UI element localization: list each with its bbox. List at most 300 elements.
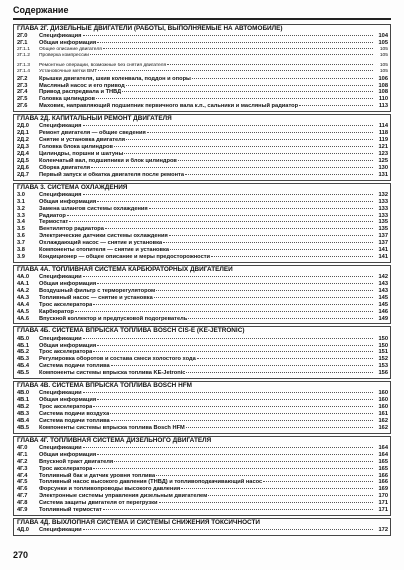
entry-code: 4В.1 <box>17 397 30 404</box>
entry-code: 4В.5 <box>17 424 30 431</box>
entry-page: 135 <box>378 226 388 233</box>
toc-entry <box>17 83 388 90</box>
entry-code: 3.8 <box>17 247 25 254</box>
toc-entry <box>17 206 388 213</box>
entry-code: 2Г.1.4 <box>17 69 30 75</box>
toc-section <box>13 114 391 180</box>
entry-page: 164 <box>378 444 388 451</box>
entry-page: 105 <box>378 40 388 47</box>
toc-entry <box>17 158 388 165</box>
entry-page: 143 <box>378 287 388 294</box>
entry-code: 4Б.2 <box>17 349 29 356</box>
entry-page: 125 <box>378 157 388 164</box>
entry-page: 151 <box>378 349 388 356</box>
dot-leader <box>185 173 373 175</box>
dot-leader <box>122 90 373 92</box>
dot-leader <box>126 138 373 140</box>
entry-page: 105 <box>379 53 388 59</box>
entry-title: Головка цилиндров <box>39 96 95 103</box>
entry-code: 4Б.3 <box>17 356 29 363</box>
dot-leader <box>111 364 373 366</box>
entry-title: Привод распредвала и ТНВД <box>39 89 122 96</box>
toc-entry <box>17 89 388 96</box>
entry-page: 156 <box>378 370 388 377</box>
chapter-title: ГЛАВА 4А. ТОПЛИВНАЯ СИСТЕМА КАРБЮРАТОРНЫХ ДВИГАТЕЛЕЙ <box>17 265 233 273</box>
dot-leader <box>188 317 373 319</box>
entry-code: 4В.2 <box>17 404 30 411</box>
toc-entry <box>17 390 388 397</box>
entry-page: 135 <box>378 219 388 226</box>
entry-title: Общая информация <box>39 40 97 47</box>
entry-code: 2Г.0 <box>17 33 28 40</box>
dot-leader <box>67 214 373 216</box>
toc-entry <box>17 493 388 500</box>
toc-entry <box>17 192 388 199</box>
dot-leader <box>105 227 373 229</box>
entry-title: Спецификация <box>39 33 82 40</box>
toc-entry <box>17 254 388 261</box>
entry-page: 170 <box>378 493 388 500</box>
entry-page: 160 <box>378 404 388 411</box>
entry-code: 4А.0 <box>17 274 30 281</box>
entry-code: 4Г.5 <box>17 479 28 486</box>
entry-code: 2Д.6 <box>17 164 29 171</box>
entry-title: Топливный насос высокого давления (ТНВД) и топливоподкачивающий насос <box>39 479 263 486</box>
toc-entry <box>17 213 388 220</box>
entry-code: 4Г.0 <box>17 444 28 451</box>
entry-page: 137 <box>378 233 388 240</box>
dot-leader <box>159 501 373 503</box>
toc-entry <box>17 288 388 295</box>
entry-page: 104 <box>378 33 388 40</box>
entry-title: Общая информация <box>39 281 97 287</box>
entry-code: 4Б.5 <box>17 370 29 377</box>
dot-leader <box>178 159 373 161</box>
entry-code: 3.9 <box>17 253 25 260</box>
toc-entry <box>17 226 388 233</box>
entry-title: Спецификация <box>39 123 82 130</box>
entry-page: 153 <box>378 363 388 370</box>
toc-entry <box>17 349 388 356</box>
dot-leader <box>83 446 373 448</box>
entry-code: 3.0 <box>17 191 25 198</box>
entry-title: Система подачи топлива <box>39 417 110 424</box>
entry-page: 106 <box>378 75 388 82</box>
dot-leader <box>93 405 373 407</box>
dot-leader <box>98 69 373 71</box>
chapter-title: ГЛАВА 4Д. ВЫХЛОПНАЯ СИСТЕМА И СИСТЕМЫ СНИЖЕНИЯ ТОКСИЧНОСТИ <box>17 518 260 526</box>
entry-title: Общая информация <box>39 451 97 458</box>
entry-code: 2Г.3 <box>17 82 28 89</box>
entry-code: 2Д.7 <box>17 171 29 178</box>
dot-leader <box>96 97 373 99</box>
toc-entry <box>17 247 388 254</box>
toc-entry <box>17 527 388 534</box>
entry-title: Первый запуск и обкатка двигателя после ремонта <box>39 171 184 178</box>
entry-page: 171 <box>378 507 388 514</box>
dot-leader <box>69 220 373 222</box>
dot-leader <box>263 480 373 482</box>
entry-title: Топливный термостат <box>39 507 102 514</box>
entry-title: Общая информация <box>39 397 97 404</box>
dot-leader <box>97 453 373 455</box>
entry-title: Система подачи воздуха <box>39 411 110 417</box>
entry-title: Форсунки и топливопроводы высокого давления <box>39 486 181 493</box>
entry-code: 3.2 <box>17 205 25 212</box>
entry-code: 4Б.0 <box>17 335 29 342</box>
dot-leader <box>93 303 373 305</box>
entry-page: 145 <box>378 301 388 308</box>
toc-entry <box>17 459 388 466</box>
entry-title: Трос акселератора <box>39 349 93 356</box>
entry-code: 2Д.1 <box>17 130 29 137</box>
dot-leader <box>197 357 373 359</box>
entry-title: Электрические датчики системы охлаждения <box>39 233 168 240</box>
entry-code: 3.5 <box>17 226 25 233</box>
entry-title: Сборка двигателя <box>39 164 91 171</box>
entry-title: Спецификации <box>39 444 82 451</box>
dot-leader <box>186 426 373 428</box>
dot-leader <box>97 282 373 284</box>
toc-entry <box>17 370 388 377</box>
dot-leader <box>75 310 373 312</box>
chapter-title: ГЛАВА 2Г. ДИЗЕЛЬНЫЕ ДВИГАТЕЛИ (РАБОТЫ, ВЫПОЛНЯЕМЫЕ НА АВТОМОБИЛЕ) <box>17 25 283 32</box>
entry-title: Компоненты отопителя — снятие и установка <box>39 247 169 254</box>
toc-entry <box>17 96 388 103</box>
dot-leader <box>97 344 373 346</box>
entry-page: 105 <box>379 69 388 75</box>
entry-code: 4Г.1 <box>17 451 28 458</box>
toc-entry <box>17 144 388 151</box>
entry-page: 150 <box>378 335 388 342</box>
entry-title: Снятие и установка двигателя <box>39 137 126 144</box>
entry-code: 4Б.4 <box>17 363 29 370</box>
dot-leader <box>93 467 373 469</box>
toc-entry <box>17 40 388 47</box>
entry-code: 4Г.4 <box>17 472 28 479</box>
entry-code: 4Г.2 <box>17 458 28 465</box>
toc-entry <box>17 507 388 514</box>
dot-leader <box>83 275 373 277</box>
toc-entry <box>17 404 388 411</box>
entry-page: 171 <box>378 500 388 507</box>
entry-page: 145 <box>378 294 388 301</box>
entry-title: Карбюратор <box>39 308 74 315</box>
entry-page: 119 <box>378 137 388 144</box>
entry-page: 108 <box>378 82 388 89</box>
toc-entry <box>17 356 388 363</box>
entry-page: 113 <box>378 103 388 110</box>
entry-code: 4А.4 <box>17 301 30 308</box>
toc-section <box>13 326 391 379</box>
entry-page: 141 <box>378 253 388 260</box>
toc-entry <box>17 130 388 137</box>
entry-code: 2Д.3 <box>17 144 29 151</box>
entry-code: 4Г.8 <box>17 500 28 507</box>
entry-title: Головка блока цилиндров <box>39 144 113 151</box>
toc-entry <box>17 219 388 226</box>
toc-section <box>13 183 391 263</box>
entry-page: 141 <box>378 247 388 254</box>
entry-page: 131 <box>378 171 388 178</box>
entry-title: Цилиндры, поршни и шатуны <box>39 151 124 157</box>
dot-leader <box>83 34 374 36</box>
entry-code: 2Г.6 <box>17 103 28 110</box>
toc-entry <box>17 240 388 247</box>
entry-code: 4А.2 <box>17 287 30 294</box>
toc-section <box>13 265 391 325</box>
entry-page: 133 <box>378 198 388 205</box>
entry-title: Охлаждающий насос — снятие и установка <box>39 240 163 247</box>
entry-page: 152 <box>378 356 388 363</box>
dot-leader <box>110 412 373 414</box>
dot-leader <box>103 508 373 510</box>
header-title: Содержание <box>13 5 69 15</box>
toc-entry <box>17 295 388 302</box>
chapter-title: ГЛАВА 4В. СИСТЕМА ВПРЫСКА ТОПЛИВА BOSCH HFM <box>17 382 192 390</box>
toc-entry <box>17 452 388 459</box>
toc-entry <box>17 343 388 350</box>
entry-title: Спецификации <box>39 527 82 534</box>
dot-leader <box>181 487 373 489</box>
entry-code: 2Д.2 <box>17 137 29 144</box>
entry-page: 162 <box>378 417 388 424</box>
entry-title: Трос акселератора <box>39 301 93 308</box>
entry-code: 4Г.9 <box>17 507 28 514</box>
entry-title: Кондиционер — общее описание и меры предосторожности <box>39 253 211 260</box>
entry-title: Система защиты двигателя от перегрузки <box>39 500 158 507</box>
dot-leader <box>97 200 373 202</box>
entry-code: 2Д.5 <box>17 157 29 164</box>
entry-page: 132 <box>378 191 388 198</box>
dot-leader <box>149 207 373 209</box>
toc-entry <box>17 479 388 486</box>
entry-code: 3.6 <box>17 233 25 240</box>
toc-entry <box>17 500 388 507</box>
entry-code: 3.7 <box>17 240 25 247</box>
entry-title: Замена шлангов системы охлаждения <box>39 205 148 212</box>
entry-code: 4В.4 <box>17 417 30 424</box>
entry-title: Коленчатый вал, подшипники и блок цилиндров <box>39 157 177 164</box>
dot-leader <box>126 84 373 86</box>
entry-code: 2Г.1.1 <box>17 47 30 53</box>
toc-entry <box>17 199 388 206</box>
entry-title: Система подачи топлива <box>39 363 110 370</box>
dot-leader <box>211 255 373 257</box>
entry-title: Установочные метки ВМТ <box>39 69 98 75</box>
dot-leader <box>147 131 373 133</box>
entry-code: 4Д.0 <box>17 527 29 534</box>
page-header <box>13 4 391 20</box>
dot-leader <box>83 337 373 339</box>
entry-code: 2Д.0 <box>17 123 29 130</box>
toc-entry <box>17 418 388 425</box>
entry-title: Спецификация <box>39 191 82 198</box>
toc-section <box>13 24 391 112</box>
dot-leader <box>97 41 373 43</box>
entry-page: 105 <box>379 62 388 68</box>
entry-title: Регулировка оборотов и состава смеси холостого хода <box>39 356 196 363</box>
entry-code: 2Г.5 <box>17 96 28 103</box>
dot-leader <box>83 193 374 195</box>
entry-title: Радиатор <box>39 212 66 219</box>
dot-leader <box>192 77 373 79</box>
entry-page: 161 <box>378 411 388 417</box>
toc-entry <box>17 397 388 404</box>
entry-code: 4А.6 <box>17 315 30 322</box>
toc-entry <box>17 486 388 493</box>
toc-entry <box>17 233 388 240</box>
entry-page: 130 <box>378 164 388 171</box>
entry-page: 165 <box>378 465 388 472</box>
dot-leader <box>154 296 373 298</box>
entry-title: Топливный насос — снятие и установка <box>39 294 153 301</box>
entry-title: Общая информация <box>39 198 97 205</box>
entry-title: Вентилятор радиатора <box>39 226 104 233</box>
toc-entry <box>17 165 388 172</box>
entry-title: Спецификации <box>39 390 82 397</box>
entry-title: Электронные системы управления дизельным двигателем <box>39 493 208 500</box>
toc-entry <box>17 425 388 432</box>
entry-page: 121 <box>378 144 388 151</box>
chapter-title: ГЛАВА 3. СИСТЕМА ОХЛАЖДЕНИЯ <box>17 183 128 191</box>
entry-page: 142 <box>378 274 388 281</box>
dot-leader <box>111 419 373 421</box>
toc-entry <box>17 473 388 480</box>
dot-leader <box>103 47 373 49</box>
entry-page: 169 <box>378 486 388 493</box>
entry-code: 4Г.3 <box>17 465 28 472</box>
entry-title: Термостат <box>39 219 69 226</box>
entry-page: 149 <box>378 315 388 322</box>
toc-entry <box>17 363 388 370</box>
dot-leader <box>169 234 373 236</box>
toc-entry <box>17 103 388 110</box>
toc-entry <box>17 316 388 323</box>
entry-code: 4Г.7 <box>17 493 28 500</box>
entry-page: 165 <box>378 458 388 465</box>
entry-code: 2Г.4 <box>17 89 28 96</box>
entry-page: 160 <box>378 397 388 404</box>
toc-entry <box>17 411 388 418</box>
dot-leader <box>186 371 373 373</box>
chapter-title: ГЛАВА 4Б. СИСТЕМА ВПРЫСКА ТОПЛИВА BOSCH CIS-E (KE-JETRONIC) <box>17 327 245 335</box>
dot-leader <box>299 104 373 106</box>
table-of-contents <box>13 24 391 538</box>
entry-code: 2Д.4 <box>17 151 29 157</box>
toc-entry <box>17 137 388 144</box>
entry-page: 166 <box>378 472 388 479</box>
chapter-title: ГЛАВА 2Д. КАПИТАЛЬНЫЙ РЕМОНТ ДВИГАТЕЛЯ <box>17 115 172 123</box>
entry-title: Масляный насос и его привод <box>39 82 125 89</box>
entry-code: 4А.1 <box>17 281 30 287</box>
entry-title: Ремонт двигателя — общие сведения <box>39 130 146 137</box>
entry-title: Впускной коллектор и предпусковой подогреватель <box>39 315 188 322</box>
page-number: 270 <box>13 550 29 560</box>
entry-page: 137 <box>378 240 388 247</box>
entry-title: Компоненты системы впрыска топлива Bosch HFM <box>39 424 185 431</box>
toc-section <box>13 381 391 434</box>
dot-leader <box>156 289 373 291</box>
entry-code: 4В.3 <box>17 411 30 417</box>
entry-page: 133 <box>378 212 388 219</box>
entry-page: 166 <box>378 479 388 486</box>
entry-code: 4Г.6 <box>17 486 28 493</box>
dot-leader <box>83 528 373 530</box>
entry-code: 2Г.1 <box>17 40 28 47</box>
toc-section <box>13 518 391 536</box>
entry-code: 2Г.1.3 <box>17 62 30 68</box>
entry-code: 2Г.1.2 <box>17 53 30 59</box>
entry-title: Общая информация <box>39 342 97 349</box>
dot-leader <box>167 63 373 65</box>
dot-leader <box>83 391 373 393</box>
entry-title: Компоненты системы впрыска топлива KE-Jetronic <box>39 370 186 377</box>
toc-section <box>13 436 391 516</box>
entry-page: 110 <box>378 96 388 103</box>
entry-title: Спецификации <box>39 335 82 342</box>
dot-leader <box>114 460 373 462</box>
entry-code: 4А.5 <box>17 308 30 315</box>
entry-title: Маховик, направляющий подшипник первичного вала к.п., сальники и масляный радиатор <box>39 103 299 110</box>
entry-code: 4Б.1 <box>17 342 29 349</box>
dot-leader <box>124 152 373 154</box>
entry-title: Топливный бак и датчик уровня топлива <box>39 472 156 479</box>
entry-page: 123 <box>378 151 388 157</box>
entry-code: 3.1 <box>17 198 25 205</box>
toc-entry <box>17 123 388 130</box>
toc-entry <box>17 274 388 281</box>
entry-page: 164 <box>378 451 388 458</box>
entry-page: 118 <box>378 130 388 137</box>
toc-entry <box>17 76 388 83</box>
entry-title: Воздушный фильтр с терморегулятором <box>39 287 156 294</box>
entry-page: 143 <box>378 281 388 287</box>
entry-page: 133 <box>378 205 388 212</box>
entry-page: 146 <box>378 308 388 315</box>
entry-page: 172 <box>378 527 388 534</box>
toc-entry <box>17 172 388 179</box>
toc-entry <box>17 466 388 473</box>
entry-title: Проверка компрессии <box>39 53 89 59</box>
entry-title: Ремонтные операции, возможные без снятия двигателя <box>39 62 167 68</box>
entry-code: 2Г.2 <box>17 75 28 82</box>
entry-title: Впускной тракт двигателя <box>39 458 114 465</box>
entry-title: Спецификации <box>39 274 82 281</box>
dot-leader <box>83 124 374 126</box>
entry-page: 105 <box>379 47 388 53</box>
dot-leader <box>163 241 373 243</box>
entry-page: 150 <box>378 342 388 349</box>
entry-code: 3.3 <box>17 212 25 219</box>
entry-code: 4В.0 <box>17 390 30 397</box>
dot-leader <box>208 494 373 496</box>
toc-entry <box>17 445 388 452</box>
toc-entry <box>17 151 388 158</box>
dot-leader <box>156 474 373 476</box>
toc-entry <box>17 33 388 40</box>
toc-entry <box>17 309 388 316</box>
chapter-title: ГЛАВА 4Г. ТОПЛИВНАЯ СИСТЕМА ДИЗЕЛЬНОГО ДВИГАТЕЛЯ <box>17 436 212 444</box>
dot-leader <box>90 53 373 55</box>
entry-page: 108 <box>378 89 388 96</box>
entry-code: 4А.3 <box>17 294 30 301</box>
toc-entry <box>17 336 388 343</box>
entry-title: Трос акселератора <box>39 404 93 411</box>
toc-entry <box>17 281 388 288</box>
dot-leader <box>93 350 373 352</box>
entry-page: 160 <box>378 390 388 397</box>
